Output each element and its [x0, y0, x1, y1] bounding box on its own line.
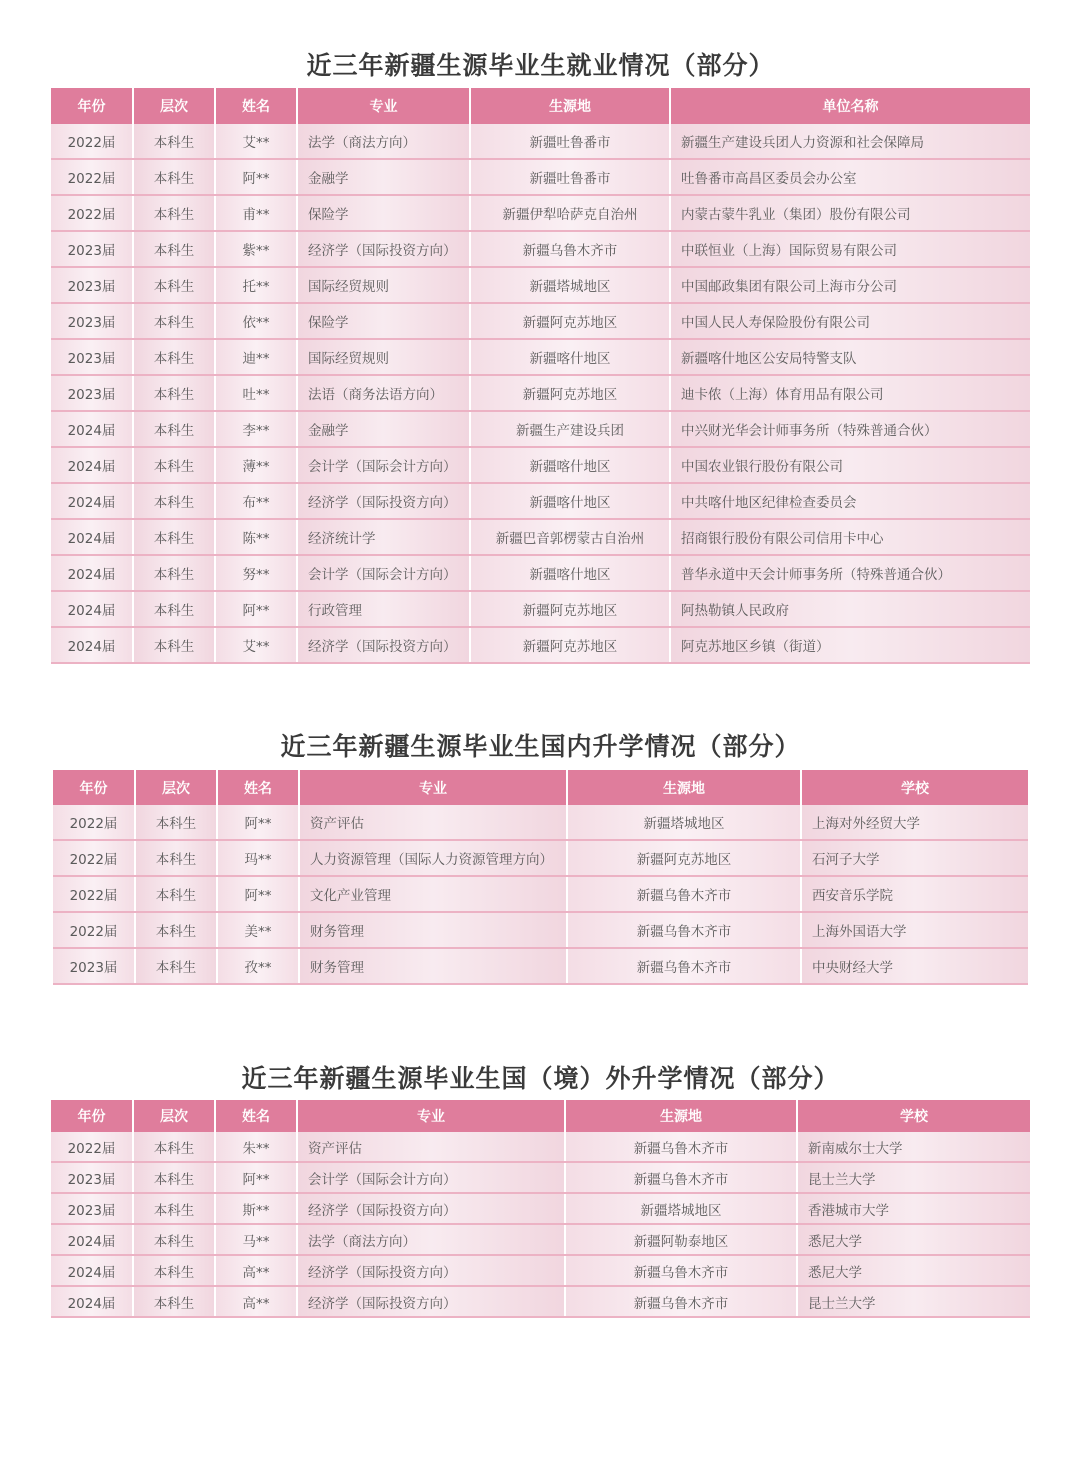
table-row [51, 591, 1030, 627]
employment-header-major: 专业 [297, 88, 470, 124]
employment-cell-major: 经济学（国际投资方向） [297, 627, 470, 663]
employment-cell-major: 保险学 [297, 303, 470, 339]
employment-header-row [51, 88, 1030, 124]
employment-cell-year: 2024届 [51, 591, 133, 627]
domestic-cell-major: 资产评估 [299, 805, 567, 840]
abroad-cell-year: 2024届 [51, 1224, 133, 1255]
employment-cell-year: 2022届 [51, 124, 133, 159]
employment-cell-level: 本科生 [133, 447, 215, 483]
abroad-cell-year: 2024届 [51, 1286, 133, 1317]
domestic-cell-major: 财务管理 [299, 948, 567, 984]
abroad-cell-major: 经济学（国际投资方向） [297, 1255, 565, 1286]
employment-cell-year: 2024届 [51, 447, 133, 483]
employment-cell-level: 本科生 [133, 195, 215, 231]
employment-cell-unit: 迪卡侬（上海）体育用品有限公司 [670, 375, 1030, 411]
employment-cell-major: 经济学（国际投资方向） [297, 483, 470, 519]
abroad-cell-unit: 新南威尔士大学 [797, 1132, 1030, 1162]
abroad-cell-name: 朱** [215, 1132, 297, 1162]
employment-cell-name: 布** [215, 483, 297, 519]
employment-cell-year: 2024届 [51, 627, 133, 663]
employment-cell-origin: 新疆吐鲁番市 [470, 124, 670, 159]
employment-section [51, 48, 1030, 664]
abroad-header-origin: 生源地 [565, 1100, 797, 1132]
employment-cell-major: 会计学（国际会计方向） [297, 447, 470, 483]
abroad-cell-year: 2022届 [51, 1132, 133, 1162]
employment-cell-unit: 普华永道中天会计师事务所（特殊普通合伙） [670, 555, 1030, 591]
abroad-cell-major: 会计学（国际会计方向） [297, 1162, 565, 1193]
abroad-cell-name: 高** [215, 1255, 297, 1286]
abroad-cell-origin: 新疆乌鲁木齐市 [565, 1255, 797, 1286]
employment-cell-major: 法学（商法方向） [297, 124, 470, 159]
domestic-cell-origin: 新疆塔城地区 [567, 805, 801, 840]
employment-cell-unit: 中国人民人寿保险股份有限公司 [670, 303, 1030, 339]
abroad-cell-level: 本科生 [133, 1286, 215, 1317]
employment-cell-origin: 新疆喀什地区 [470, 483, 670, 519]
employment-cell-origin: 新疆吐鲁番市 [470, 159, 670, 195]
domestic-cell-origin: 新疆阿克苏地区 [567, 840, 801, 876]
employment-cell-origin: 新疆乌鲁木齐市 [470, 231, 670, 267]
domestic-cell-name: 玛** [217, 840, 299, 876]
employment-cell-level: 本科生 [133, 591, 215, 627]
abroad-cell-name: 阿** [215, 1162, 297, 1193]
table-row [51, 195, 1030, 231]
employment-cell-year: 2024届 [51, 411, 133, 447]
employment-cell-name: 努** [215, 555, 297, 591]
abroad-cell-name: 马** [215, 1224, 297, 1255]
employment-cell-major: 金融学 [297, 159, 470, 195]
domestic-cell-major: 财务管理 [299, 912, 567, 948]
table-row [51, 1286, 1030, 1317]
employment-cell-major: 保险学 [297, 195, 470, 231]
employment-cell-level: 本科生 [133, 555, 215, 591]
domestic-cell-year: 2022届 [53, 912, 135, 948]
domestic-cell-unit: 西安音乐学院 [801, 876, 1028, 912]
abroad-title: 近三年新疆生源毕业生国（境）外升学情况（部分） [241, 1064, 840, 1093]
employment-cell-year: 2023届 [51, 231, 133, 267]
employment-cell-origin: 新疆阿克苏地区 [470, 303, 670, 339]
employment-cell-unit: 阿热勒镇人民政府 [670, 591, 1030, 627]
employment-cell-year: 2024届 [51, 519, 133, 555]
abroad-cell-year: 2024届 [51, 1255, 133, 1286]
abroad-cell-level: 本科生 [133, 1193, 215, 1224]
employment-cell-unit: 内蒙古蒙牛乳业（集团）股份有限公司 [670, 195, 1030, 231]
employment-header-level: 层次 [133, 88, 215, 124]
domestic-cell-unit: 中央财经大学 [801, 948, 1028, 984]
abroad-cell-origin: 新疆塔城地区 [565, 1193, 797, 1224]
employment-cell-unit: 吐鲁番市高昌区委员会办公室 [670, 159, 1030, 195]
domestic-cell-year: 2022届 [53, 840, 135, 876]
domestic-header-unit: 学校 [801, 770, 1028, 805]
employment-cell-origin: 新疆塔城地区 [470, 267, 670, 303]
table-row [51, 231, 1030, 267]
employment-cell-origin: 新疆喀什地区 [470, 447, 670, 483]
domestic-cell-level: 本科生 [135, 948, 217, 984]
domestic-cell-unit: 上海对外经贸大学 [801, 805, 1028, 840]
abroad-table [51, 1100, 1030, 1318]
employment-cell-origin: 新疆喀什地区 [470, 339, 670, 375]
employment-cell-year: 2023届 [51, 339, 133, 375]
abroad-cell-origin: 新疆乌鲁木齐市 [565, 1162, 797, 1193]
domestic-cell-year: 2022届 [53, 876, 135, 912]
employment-cell-year: 2022届 [51, 159, 133, 195]
employment-table [51, 88, 1030, 664]
employment-cell-origin: 新疆阿克苏地区 [470, 627, 670, 663]
table-row [51, 1255, 1030, 1286]
abroad-cell-major: 经济学（国际投资方向） [297, 1286, 565, 1317]
employment-cell-level: 本科生 [133, 159, 215, 195]
employment-cell-unit: 中国邮政集团有限公司上海市分公司 [670, 267, 1030, 303]
domestic-table-body [53, 805, 1028, 984]
employment-cell-origin: 新疆阿克苏地区 [470, 375, 670, 411]
domestic-header-level: 层次 [135, 770, 217, 805]
abroad-header-name: 姓名 [215, 1100, 297, 1132]
employment-cell-name: 李** [215, 411, 297, 447]
abroad-cell-origin: 新疆阿勒泰地区 [565, 1224, 797, 1255]
employment-cell-name: 阿** [215, 159, 297, 195]
employment-cell-major: 国际经贸规则 [297, 339, 470, 375]
employment-header-year: 年份 [51, 88, 133, 124]
employment-cell-major: 经济学（国际投资方向） [297, 231, 470, 267]
abroad-cell-level: 本科生 [133, 1224, 215, 1255]
employment-cell-major: 会计学（国际会计方向） [297, 555, 470, 591]
domestic-title: 近三年新疆生源毕业生国内升学情况（部分） [280, 732, 801, 761]
domestic-header-name: 姓名 [217, 770, 299, 805]
employment-cell-year: 2024届 [51, 555, 133, 591]
abroad-cell-major: 资产评估 [297, 1132, 565, 1162]
employment-header-origin: 生源地 [470, 88, 670, 124]
domestic-cell-major: 人力资源管理（国际人力资源管理方向） [299, 840, 567, 876]
employment-cell-major: 法语（商务法语方向） [297, 375, 470, 411]
abroad-cell-unit: 香港城市大学 [797, 1193, 1030, 1224]
abroad-cell-origin: 新疆乌鲁木齐市 [565, 1132, 797, 1162]
employment-cell-name: 托** [215, 267, 297, 303]
domestic-header-year: 年份 [53, 770, 135, 805]
abroad-header-unit: 学校 [797, 1100, 1030, 1132]
employment-cell-unit: 中联恒业（上海）国际贸易有限公司 [670, 231, 1030, 267]
table-row [51, 267, 1030, 303]
abroad-table-header [51, 1100, 1030, 1132]
employment-cell-origin: 新疆巴音郭楞蒙古自治州 [470, 519, 670, 555]
abroad-cell-unit: 悉尼大学 [797, 1255, 1030, 1286]
table-row [53, 876, 1028, 912]
domestic-cell-name: 阿** [217, 876, 299, 912]
employment-cell-name: 艾** [215, 627, 297, 663]
domestic-cell-major: 文化产业管理 [299, 876, 567, 912]
domestic-table [53, 770, 1028, 985]
domestic-cell-year: 2022届 [53, 805, 135, 840]
employment-cell-origin: 新疆喀什地区 [470, 555, 670, 591]
employment-cell-level: 本科生 [133, 627, 215, 663]
abroad-header-row [51, 1100, 1030, 1132]
employment-cell-unit: 阿克苏地区乡镇（街道） [670, 627, 1030, 663]
employment-cell-origin: 新疆阿克苏地区 [470, 591, 670, 627]
domestic-header-major: 专业 [299, 770, 567, 805]
employment-cell-major: 行政管理 [297, 591, 470, 627]
domestic-cell-name: 美** [217, 912, 299, 948]
table-row [51, 303, 1030, 339]
employment-cell-level: 本科生 [133, 303, 215, 339]
abroad-section [51, 1060, 1030, 1318]
abroad-cell-major: 经济学（国际投资方向） [297, 1193, 565, 1224]
employment-cell-origin: 新疆生产建设兵团 [470, 411, 670, 447]
table-row [51, 1193, 1030, 1224]
employment-cell-unit: 新疆喀什地区公安局特警支队 [670, 339, 1030, 375]
employment-cell-unit: 招商银行股份有限公司信用卡中心 [670, 519, 1030, 555]
table-row [53, 805, 1028, 840]
domestic-cell-unit: 上海外国语大学 [801, 912, 1028, 948]
domestic-cell-level: 本科生 [135, 912, 217, 948]
table-row [51, 339, 1030, 375]
table-row [51, 1224, 1030, 1255]
employment-cell-level: 本科生 [133, 411, 215, 447]
employment-cell-name: 紫** [215, 231, 297, 267]
employment-cell-year: 2023届 [51, 375, 133, 411]
abroad-cell-unit: 昆士兰大学 [797, 1286, 1030, 1317]
domestic-table-header [53, 770, 1028, 805]
employment-cell-name: 薄** [215, 447, 297, 483]
employment-cell-major: 国际经贸规则 [297, 267, 470, 303]
employment-cell-unit: 新疆生产建设兵团人力资源和社会保障局 [670, 124, 1030, 159]
domestic-cell-origin: 新疆乌鲁木齐市 [567, 948, 801, 984]
employment-cell-year: 2022届 [51, 195, 133, 231]
domestic-cell-level: 本科生 [135, 876, 217, 912]
employment-cell-name: 依** [215, 303, 297, 339]
domestic-cell-unit: 石河子大学 [801, 840, 1028, 876]
domestic-header-origin: 生源地 [567, 770, 801, 805]
table-row [53, 912, 1028, 948]
employment-cell-level: 本科生 [133, 124, 215, 159]
abroad-cell-name: 高** [215, 1286, 297, 1317]
employment-cell-level: 本科生 [133, 375, 215, 411]
table-row [51, 627, 1030, 663]
table-row [51, 159, 1030, 195]
domestic-cell-name: 阿** [217, 805, 299, 840]
table-row [51, 375, 1030, 411]
abroad-table-body [51, 1132, 1030, 1317]
employment-cell-name: 阿** [215, 591, 297, 627]
table-row [51, 555, 1030, 591]
employment-table-body [51, 124, 1030, 663]
abroad-cell-level: 本科生 [133, 1162, 215, 1193]
table-row [51, 1162, 1030, 1193]
employment-cell-name: 艾** [215, 124, 297, 159]
table-row [53, 948, 1028, 984]
employment-cell-name: 陈** [215, 519, 297, 555]
table-row [51, 447, 1030, 483]
employment-cell-major: 金融学 [297, 411, 470, 447]
employment-cell-level: 本科生 [133, 519, 215, 555]
employment-cell-unit: 中共喀什地区纪律检查委员会 [670, 483, 1030, 519]
employment-cell-level: 本科生 [133, 267, 215, 303]
employment-header-name: 姓名 [215, 88, 297, 124]
abroad-cell-level: 本科生 [133, 1255, 215, 1286]
employment-cell-year: 2024届 [51, 483, 133, 519]
employment-cell-origin: 新疆伊犁哈萨克自治州 [470, 195, 670, 231]
table-row [51, 124, 1030, 159]
domestic-cell-level: 本科生 [135, 840, 217, 876]
domestic-cell-origin: 新疆乌鲁木齐市 [567, 876, 801, 912]
domestic-cell-year: 2023届 [53, 948, 135, 984]
employment-cell-level: 本科生 [133, 231, 215, 267]
abroad-header-major: 专业 [297, 1100, 565, 1132]
abroad-cell-origin: 新疆乌鲁木齐市 [565, 1286, 797, 1317]
table-row [51, 519, 1030, 555]
employment-cell-year: 2023届 [51, 267, 133, 303]
abroad-cell-year: 2023届 [51, 1193, 133, 1224]
employment-table-header [51, 88, 1030, 124]
table-row [53, 840, 1028, 876]
table-row [51, 1132, 1030, 1162]
table-row [51, 411, 1030, 447]
abroad-cell-year: 2023届 [51, 1162, 133, 1193]
employment-cell-unit: 中兴财光华会计师事务所（特殊普通合伙） [670, 411, 1030, 447]
abroad-cell-name: 斯** [215, 1193, 297, 1224]
employment-cell-name: 甫** [215, 195, 297, 231]
employment-cell-year: 2023届 [51, 303, 133, 339]
employment-cell-level: 本科生 [133, 339, 215, 375]
employment-cell-name: 吐** [215, 375, 297, 411]
domestic-cell-level: 本科生 [135, 805, 217, 840]
employment-cell-level: 本科生 [133, 483, 215, 519]
abroad-cell-level: 本科生 [133, 1132, 215, 1162]
domestic-section [53, 728, 1028, 985]
employment-cell-major: 经济统计学 [297, 519, 470, 555]
employment-title: 近三年新疆生源毕业生就业情况（部分） [306, 51, 775, 80]
employment-cell-name: 迪** [215, 339, 297, 375]
domestic-header-row [53, 770, 1028, 805]
domestic-cell-origin: 新疆乌鲁木齐市 [567, 912, 801, 948]
abroad-cell-unit: 昆士兰大学 [797, 1162, 1030, 1193]
abroad-cell-unit: 悉尼大学 [797, 1224, 1030, 1255]
abroad-header-year: 年份 [51, 1100, 133, 1132]
employment-cell-unit: 中国农业银行股份有限公司 [670, 447, 1030, 483]
table-row [51, 483, 1030, 519]
employment-header-unit: 单位名称 [670, 88, 1030, 124]
domestic-cell-name: 孜** [217, 948, 299, 984]
abroad-cell-major: 法学（商法方向） [297, 1224, 565, 1255]
abroad-header-level: 层次 [133, 1100, 215, 1132]
